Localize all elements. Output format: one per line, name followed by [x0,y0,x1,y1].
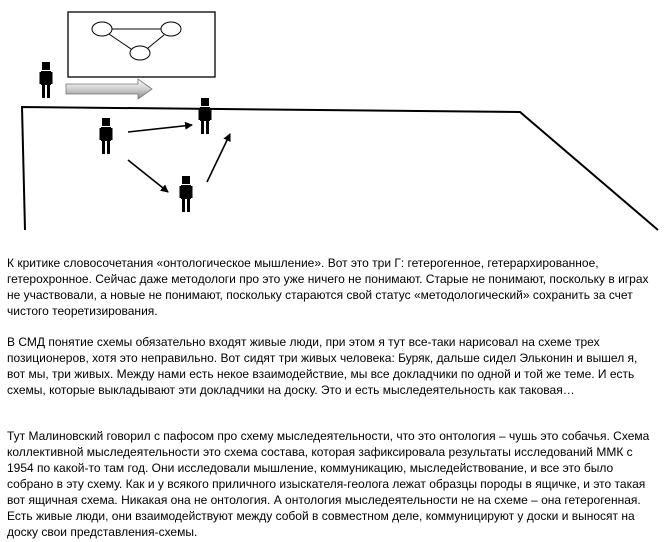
schema-node-left [92,22,112,36]
person-bottom [180,176,193,212]
arrow-left-to-bottom [128,160,168,192]
arrow-left-to-right [128,125,192,132]
floor-outline [22,107,658,230]
schema-diagram [0,0,671,232]
board [68,12,215,77]
paragraph-1: К критике словосочетания «онтологическое мышление». Вот это три Г: гетерогенное, гетерархированное, гетерохронное. Сейчас даже методологи про это уже ничего не понимают. Старые не понимают, поскольку в играх не участвовали, а новые не понимают, поскольку стараются свой статус «методологический» сохранить за счет чистого теоретизирования. [7,256,649,318]
paragraph-3: Тут Малиновский говорил с пафосом про схему мыследеятельности, что это онтология – чушь это собачья. Схема коллективной мыследеятельности это схема состава, которая зафиксировала результаты исследований ММК с 1954 по какой-то там год. Они исследовали мышление, коммуникацию, мыследействование, и все это было собрано в эту схему. Как и у всякого приличного изыскателя-геолога лежат образцы породы в ящичке, и это такая вот ящичная схема. Никакая она не онтология. А онтология мыследеятельности не на схеме – она гетерогенная. Есть живые люди, они взаимодействуют между собой в совместном деле, коммуницируют у доски и выносят на доску свои представления-схемы. [7,429,650,539]
person-presenter [40,62,53,98]
schema-node-right [161,22,181,36]
paragraph-2: В СМД понятие схемы обязательно входят живые люди, при этом я тут все-таки нарисовал на схеме трех позиционеров, хотя это неправильно. Вот сидят три живых человека: Буряк, дальше сидел Эльконин и вышел я, вот мы, три живых. Между нами есть некое взаимодействие, мы все докладчики по одной и той же теме. И есть схемы, которые выкладывают эти докладчики на доску. Это и есть мыследеятельность как таковая… [7,335,638,397]
schema-node-bottom [130,46,150,60]
person-left [100,118,113,154]
person-right [199,98,212,134]
big-arrow [66,79,152,99]
arrow-bottom-to-right [207,134,230,182]
